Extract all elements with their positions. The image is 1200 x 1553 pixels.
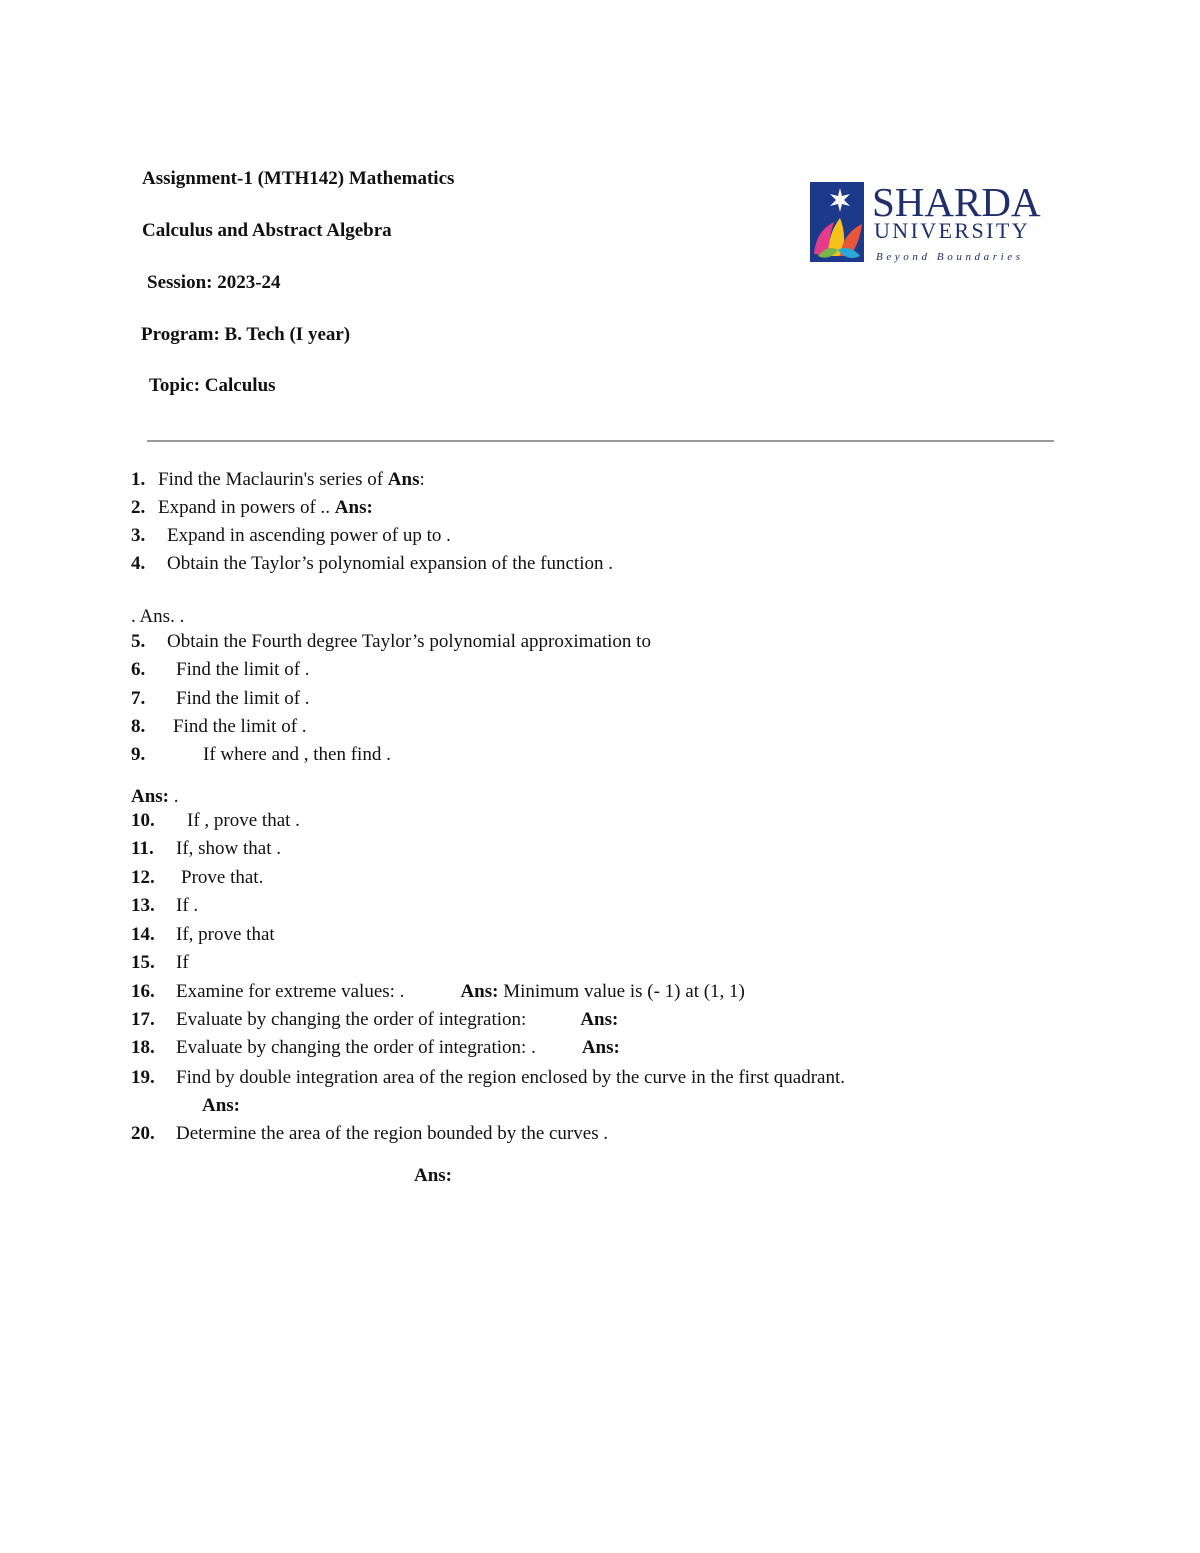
answer-label: Ans:: [334, 497, 373, 518]
question-number: 5.: [131, 631, 146, 652]
logo-emblem-icon: [806, 176, 1058, 270]
question-number: 7.: [131, 688, 146, 709]
assignment-title: Assignment-1 (MTH142) Mathematics: [142, 168, 455, 189]
question-number: 19.: [131, 1067, 155, 1088]
question-text: Evaluate by changing the order of integration: .: [176, 1037, 536, 1058]
question-text: If, prove that: [176, 924, 275, 945]
course-title: Calculus and Abstract Algebra: [142, 220, 392, 241]
question-7: [131, 689, 310, 708]
question-text: Find the limit of .: [176, 688, 310, 709]
question-number: 1.: [131, 469, 146, 490]
question-text: Find the Maclaurin's series of: [158, 469, 388, 490]
question-text: Find the limit of .: [173, 716, 307, 737]
question-19: [131, 1068, 845, 1087]
answer-label: Ans:: [460, 981, 499, 1002]
question-number: 6.: [131, 659, 146, 680]
question-text: Expand in ascending power of up to .: [167, 525, 451, 546]
question-14: [131, 925, 275, 944]
question-text: Prove that.: [181, 867, 264, 888]
question-3: [131, 526, 451, 545]
answer-label: Ans:: [581, 1037, 620, 1058]
question-number: 20.: [131, 1123, 155, 1144]
question-number: 9.: [131, 744, 146, 765]
question-text: If .: [176, 895, 199, 916]
question-number: 8.: [131, 716, 146, 737]
question-text: Find the limit of .: [176, 659, 310, 680]
question-number: 2.: [131, 497, 146, 518]
answer-tail: :: [419, 469, 425, 490]
question-number: 16.: [131, 981, 155, 1002]
answer-label: Ans:: [131, 786, 170, 807]
question-10: [131, 811, 300, 830]
question-number: 4.: [131, 553, 146, 574]
answer-label: Ans: [387, 469, 420, 490]
answer-tail: Minimum value is (- 1) at (1, 1): [498, 981, 745, 1002]
question-number: 3.: [131, 525, 146, 546]
question-text: If: [176, 952, 189, 973]
question-text: If where and , then find .: [203, 744, 391, 765]
logo-tagline: Beyond Boundaries: [876, 251, 1024, 263]
question-9: [131, 745, 391, 764]
session-label: Session: 2023-24: [147, 272, 281, 293]
question-13: [131, 896, 198, 915]
question-4-answer: . Ans. .: [131, 606, 185, 627]
header-divider: [147, 440, 1054, 442]
program-label: Program: B. Tech (I year): [141, 324, 351, 345]
question-8: [131, 717, 307, 736]
question-number: 10.: [131, 810, 155, 831]
question-number: 15.: [131, 952, 155, 973]
question-text: Expand in powers of ..: [158, 497, 335, 518]
question-number: 13.: [131, 895, 155, 916]
question-text: If , prove that .: [187, 810, 300, 831]
question-12: [131, 868, 263, 887]
question-4: [131, 554, 613, 573]
question-16: [131, 982, 745, 1001]
question-number: 11.: [131, 838, 154, 859]
question-5: [131, 632, 651, 651]
question-2: [131, 498, 373, 517]
answer-tail: .: [169, 786, 179, 807]
logo-sub: UNIVERSITY: [874, 218, 1030, 243]
question-number: 18.: [131, 1037, 155, 1058]
question-text: Determine the area of the region bounded by the curves .: [176, 1123, 609, 1144]
logo-name: SHARDA: [872, 179, 1041, 225]
question-1: [131, 470, 425, 489]
university-logo: [806, 176, 1058, 270]
question-text: If, show that .: [176, 838, 282, 859]
question-19-answer: Ans:: [202, 1095, 241, 1116]
question-15: [131, 953, 189, 972]
question-number: 12.: [131, 867, 155, 888]
question-number: 17.: [131, 1009, 155, 1030]
question-text: Evaluate by changing the order of integration:: [176, 1009, 527, 1030]
question-text: Examine for extreme values: .: [176, 981, 405, 1002]
question-text: Obtain the Fourth degree Taylor’s polynomial approximation to: [167, 631, 651, 652]
question-18: [131, 1038, 620, 1057]
topic-label: Topic: Calculus: [149, 375, 276, 396]
question-number: 14.: [131, 924, 155, 945]
question-20-answer: Ans:: [414, 1165, 453, 1186]
question-17: [131, 1010, 618, 1029]
question-text: Obtain the Taylor’s polynomial expansion of the function .: [167, 553, 613, 574]
question-text: Find by double integration area of the region enclosed by the curve in the first quadrant.: [176, 1067, 846, 1088]
question-9-answer: [131, 787, 179, 806]
question-6: [131, 660, 310, 679]
question-20: [131, 1124, 608, 1143]
answer-label: Ans:: [580, 1009, 619, 1030]
question-11: [131, 839, 281, 858]
